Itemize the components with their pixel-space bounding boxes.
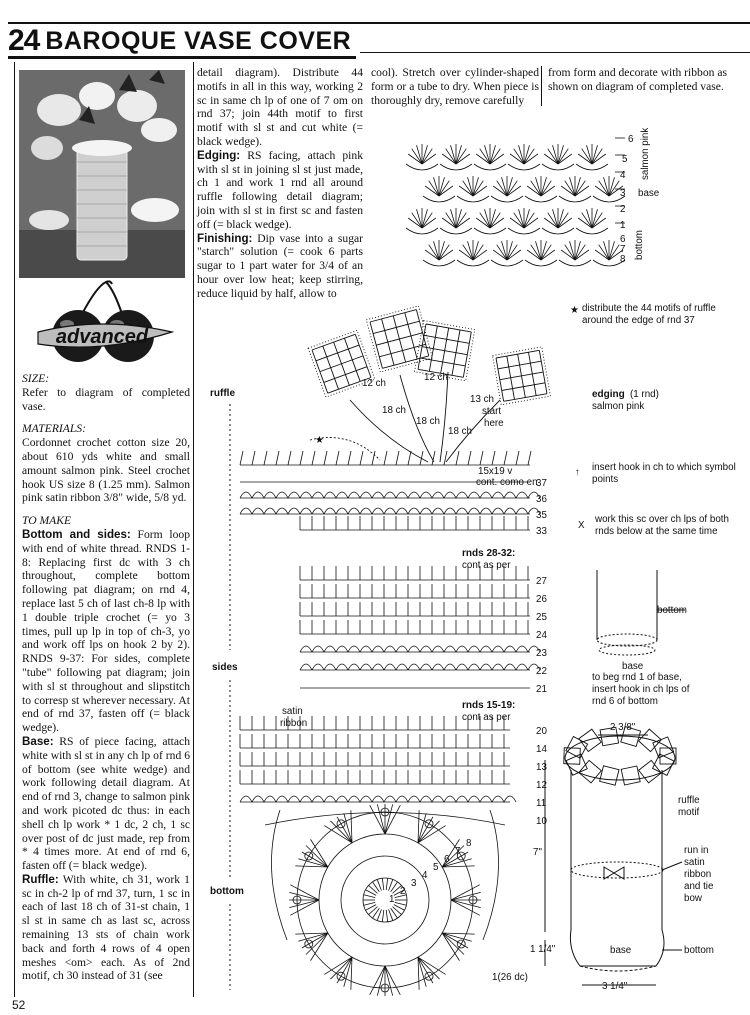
arrow-icon: ↑ xyxy=(575,467,580,478)
vase-width-top: 2 3/8" xyxy=(610,722,636,733)
tie-label: and tie xyxy=(684,881,714,892)
instructions-column-4 xyxy=(548,66,740,94)
shell-stitch xyxy=(370,966,401,996)
satin-label: satin xyxy=(684,857,705,868)
ruffle-text: With white, ch 31, work 1 sc in ch-2 lp of rnd 37, turn, 1 sc in each of last 18 ch of 31-st chain, 1 sl st in same ch as last sc, across remaining 13 sts of chain work back and forth 4 rows of 4 open meshes <om> each. As of 2nd motif, ch 30 instead of 31 (see xyxy=(22,872,190,983)
vase-bottom-label: bottom xyxy=(684,945,714,956)
open-mesh-block xyxy=(493,347,551,405)
round-number: 11 xyxy=(536,798,547,809)
base-row-label: 8 xyxy=(620,254,626,265)
header-divider xyxy=(360,52,750,53)
shell-stitch xyxy=(295,839,328,867)
edging-heading: Edging: xyxy=(197,148,241,162)
shell-stitch xyxy=(474,144,506,170)
stitch-round xyxy=(240,752,510,766)
base-row-label: 3 xyxy=(620,188,626,199)
stitch-round xyxy=(240,796,516,802)
ruffle-motif xyxy=(579,729,601,751)
ruffle-motif xyxy=(566,737,588,759)
bottom-section-label: bottom xyxy=(210,886,244,897)
round-number: 10 xyxy=(536,816,547,827)
run-in-label: run in xyxy=(684,845,709,856)
round-number: 25 xyxy=(536,612,547,623)
column-divider xyxy=(541,66,542,106)
shell-stitch xyxy=(295,933,328,961)
continue-label: cont. como en xyxy=(476,477,538,488)
stitch-round xyxy=(240,508,540,514)
stitch-round xyxy=(300,516,530,530)
repeat-count-label: 15x19 v xyxy=(478,466,513,477)
vase-height: 7" xyxy=(533,847,542,858)
dc-stitch xyxy=(386,910,387,922)
chapter-number: 24 xyxy=(8,24,40,57)
round-number: 36 xyxy=(536,494,547,505)
size-text: Refer to diagram of completed vase. xyxy=(22,385,190,413)
medallion-round-number: 3 xyxy=(411,878,417,889)
shell-stitch xyxy=(440,208,472,234)
vase-width-bottom: 3 1/4" xyxy=(602,981,628,992)
shell-stitch xyxy=(542,144,574,170)
medallion-round-number: 7 xyxy=(455,846,461,857)
start-label: start xyxy=(482,406,502,417)
dc-stitch xyxy=(386,878,387,890)
work-sc-note: work this sc over ch lps of both rnds below at the same time xyxy=(595,514,729,537)
round-number: 13 xyxy=(536,762,547,773)
bottom-sides-text: Form loop with end of white thread. RNDS 1-8: Replacing first dc with 3 ch throughout, complete bottom following pat diagram; on rnd 4, replace last 5 ch of last ch-8 lp with 1 double triple crochet (= yo 3 times, pull up lp in top of ch-3, yo and work off lps on hook 2 by 2). RNDS 9-37: For sides, complete "tube" following pat diagram; join with sl st throughout and slipstitch to corresp st wherever necessary. At end of rnd 37, fasten off (= black wedge). xyxy=(22,527,190,735)
rnds-15-19-label: rnds 15-19: xyxy=(462,700,516,711)
shell-stitch xyxy=(491,240,523,266)
advanced-badge xyxy=(22,280,184,372)
distribute-note: distribute the 44 motifs of ruffle around the edge of rnd 37 xyxy=(582,303,716,326)
ruffle-text-continued: detail diagram). Distribute 44 motifs in all in this way, working 2 sc in same ch lp of one of 7 om on rnd 37; join 44th motif to first motif with sl st and cut white (= black wedge). xyxy=(197,66,363,148)
insert-hook-note: insert hook in ch to which symbol points xyxy=(592,462,736,485)
open-mesh-block xyxy=(366,306,432,372)
to-make-heading: TO MAKE xyxy=(22,514,72,528)
base-row-label: 6 xyxy=(628,134,634,145)
ruffle-motif xyxy=(653,737,674,758)
shell-stitch xyxy=(324,957,352,990)
stitch-round xyxy=(240,734,510,748)
medallion-round-number: 8 xyxy=(466,838,472,849)
materials-heading: MATERIALS: xyxy=(22,422,86,436)
center-round-label: 1(26 dc) xyxy=(492,972,528,983)
stitch-round xyxy=(300,620,530,634)
vase-photo-image xyxy=(19,70,185,278)
base-row-label: 5 xyxy=(622,154,628,165)
instructions-column-1 xyxy=(22,372,190,983)
finishing-text: Dip vase into a sugar "starch" solution (= cook 6 parts sugar to 1 part water for 3/4 of an hour over low heat; keep stirring, reduce liquid by half, allow to xyxy=(197,231,363,300)
base-detail-diagram xyxy=(406,128,660,266)
stitch-round xyxy=(300,602,530,616)
base-label: base xyxy=(638,188,660,199)
shell-stitch xyxy=(491,176,523,202)
bottom-sides-paragraph xyxy=(22,528,190,735)
sketch-bottom-label: bottom xyxy=(657,605,687,616)
round-number: 23 xyxy=(536,648,547,659)
satin-ribbon-label: ribbon xyxy=(280,718,308,729)
medallion-ring xyxy=(297,812,473,988)
page-number: 52 xyxy=(12,998,26,1012)
shell-stitch xyxy=(457,240,489,266)
shell-stitch xyxy=(406,208,438,234)
stitch-round xyxy=(300,646,540,652)
satin-ribbon-label: satin xyxy=(282,706,303,717)
medallion-round-number: 5 xyxy=(433,862,439,873)
round-number: 21 xyxy=(536,684,547,695)
ruffle-motif xyxy=(600,766,619,785)
bottom-sides-heading: Bottom and sides: xyxy=(22,527,131,541)
shell-stitch xyxy=(440,144,472,170)
ruffle-chain-label: 18 ch xyxy=(416,416,440,427)
round-number: 22 xyxy=(536,666,547,677)
base-text: RS of piece facing, attach white with sl st in any ch lp of rnd 6 of bottom (see white wedge) and work following detail diagram. At end of rnd 3, change to salmon pink and work picoted dc thus: in each shell ch lp work * 1 dc, 2 ch, 1 sc over post of dc just made, rep from * 4 times more. At end of rnd 6, fasten off (= black wedge). xyxy=(22,734,190,873)
stitch-round xyxy=(300,584,530,598)
here-label: here xyxy=(484,418,504,429)
round-number: 14 xyxy=(536,744,547,755)
dc-stitch xyxy=(364,895,376,898)
ruffle-paragraph xyxy=(22,873,190,983)
rnds-28-32-label: rnds 28-32: xyxy=(462,548,516,559)
ruffle-chain-label: 12 ch xyxy=(362,378,386,389)
shell-stitch xyxy=(289,885,319,916)
chapter-title: BAROQUE VASE COVER xyxy=(45,26,352,55)
medallion-round-number: 2 xyxy=(400,886,406,897)
shell-stitch xyxy=(418,957,446,990)
medallion-round-number: 6 xyxy=(444,854,450,865)
edging-text: RS facing, attach pink with sl st in joining sl st just made, ch 1 and work 1 rnd all around ruffle following detail diagram; join with sl st in first sc and fasten off (= black wedge). xyxy=(197,148,363,231)
shell-stitch xyxy=(442,933,475,961)
bottom-label: bottom xyxy=(634,230,645,260)
base-heading: Base: xyxy=(22,734,54,748)
medallion-ring xyxy=(341,856,429,944)
vase-photo xyxy=(19,70,185,278)
shell-stitch xyxy=(559,176,591,202)
finishing-text-end: from form and decorate with ribbon as shown on diagram of completed vase. xyxy=(548,66,728,93)
shell-stitch xyxy=(525,240,557,266)
sketch-base-label: base xyxy=(622,661,644,672)
shell-stitch xyxy=(457,176,489,202)
materials-text: Cordonnet crochet cotton size 20, about 610 yds white and small amount salmon pink. Steel crochet hook US size 8 (1.25 mm). Salmon pink satin ribbon 3/8" wide, 5/8 yd. xyxy=(22,436,190,505)
ruffle-chain-label: 12 ch xyxy=(424,372,448,383)
dc-stitch xyxy=(395,902,407,905)
round-number: 37 xyxy=(536,478,547,489)
ruffle-motif xyxy=(639,760,661,782)
dc-stitch xyxy=(364,902,376,905)
left-rule xyxy=(14,62,15,997)
stitch-round xyxy=(240,451,531,465)
shell-stitch xyxy=(576,144,608,170)
shell-stitch xyxy=(508,208,540,234)
title-bar xyxy=(8,26,356,59)
sides-section-label: sides xyxy=(212,662,238,673)
x-icon: X xyxy=(578,520,585,531)
edging-label: edging xyxy=(592,389,625,400)
shell-stitch xyxy=(576,208,608,234)
base-row-label: 7 xyxy=(620,244,626,255)
shell-stitch xyxy=(525,176,557,202)
base-height: 1 1/4" xyxy=(530,944,556,955)
beg-rnd-note: to beg rnd 1 of base, insert hook in ch lps of rnd 6 of bottom xyxy=(592,672,690,707)
column-divider xyxy=(193,62,194,997)
instructions-column-3 xyxy=(371,66,539,107)
round-number: 33 xyxy=(536,526,547,537)
round-number: 27 xyxy=(536,576,547,587)
main-pattern-chart xyxy=(210,306,550,996)
base-paragraph xyxy=(22,735,190,873)
stitch-round xyxy=(240,770,510,784)
ruffle-chain-label: 18 ch xyxy=(382,405,406,416)
base-row-label: 2 xyxy=(620,204,626,215)
finishing-heading: Finishing: xyxy=(197,231,253,245)
stitch-round xyxy=(300,664,540,670)
ruffle-motif xyxy=(579,760,602,783)
shell-stitch xyxy=(542,208,574,234)
stitch-round xyxy=(240,492,540,498)
ruffle-section-label: ruffle xyxy=(210,388,235,399)
shell-stitch xyxy=(474,208,506,234)
star-icon: ★ xyxy=(315,435,324,446)
round-number: 26 xyxy=(536,594,547,605)
finishing-text-continued: cool). Stretch over cylinder-shaped form or a tube to dry. When piece is thoroughly dry, remove carefully xyxy=(371,66,539,107)
ruffle-motif xyxy=(639,729,662,752)
shell-stitch xyxy=(423,240,455,266)
dc-stitch xyxy=(382,910,383,922)
salmon-pink-label: salmon pink xyxy=(640,127,651,180)
ruffle-chain-label: 18 ch xyxy=(448,426,472,437)
base-row-label: 4 xyxy=(620,170,626,181)
cont-as-per-label: cont as per xyxy=(462,560,511,571)
round-number: 24 xyxy=(536,630,547,641)
base-row-label: 6 xyxy=(620,234,626,245)
shell-stitch xyxy=(423,176,455,202)
star-icon: ★ xyxy=(570,305,579,316)
shell-stitch xyxy=(559,240,591,266)
round-number: 12 xyxy=(536,780,547,791)
round-number: 20 xyxy=(536,726,547,737)
ruffle-chain-label: 13 ch xyxy=(470,394,494,405)
shell-stitch xyxy=(370,804,401,834)
ruffle-heading: Ruffle: xyxy=(22,872,59,886)
ruffle-motif xyxy=(621,766,640,785)
ribbon-label: ribbon xyxy=(684,869,712,880)
edging-color-label: salmon pink xyxy=(592,401,645,412)
round-number: 35 xyxy=(536,510,547,521)
dc-stitch xyxy=(382,878,383,890)
vase-base-label: base xyxy=(610,945,632,956)
shell-stitch xyxy=(508,144,540,170)
medallion-round-number: 1 xyxy=(389,894,395,905)
level-label: advanced xyxy=(55,326,149,348)
cont-as-per-label: cont as per xyxy=(462,712,511,723)
shell-stitch xyxy=(406,144,438,170)
crochet-pattern-diagram xyxy=(200,110,750,1000)
size-heading: SIZE: xyxy=(22,372,50,385)
bow-label: bow xyxy=(684,893,702,904)
ruffle-motif-label-1: ruffle xyxy=(678,795,700,806)
shell-stitch xyxy=(451,885,481,916)
medallion-ring xyxy=(319,834,451,966)
edging-rnd-label: (1 rnd) xyxy=(630,389,659,400)
base-row-label: 1 xyxy=(620,220,626,231)
medallion-round-number: 4 xyxy=(422,870,428,881)
ruffle-motif-label-2: motif xyxy=(678,807,700,818)
